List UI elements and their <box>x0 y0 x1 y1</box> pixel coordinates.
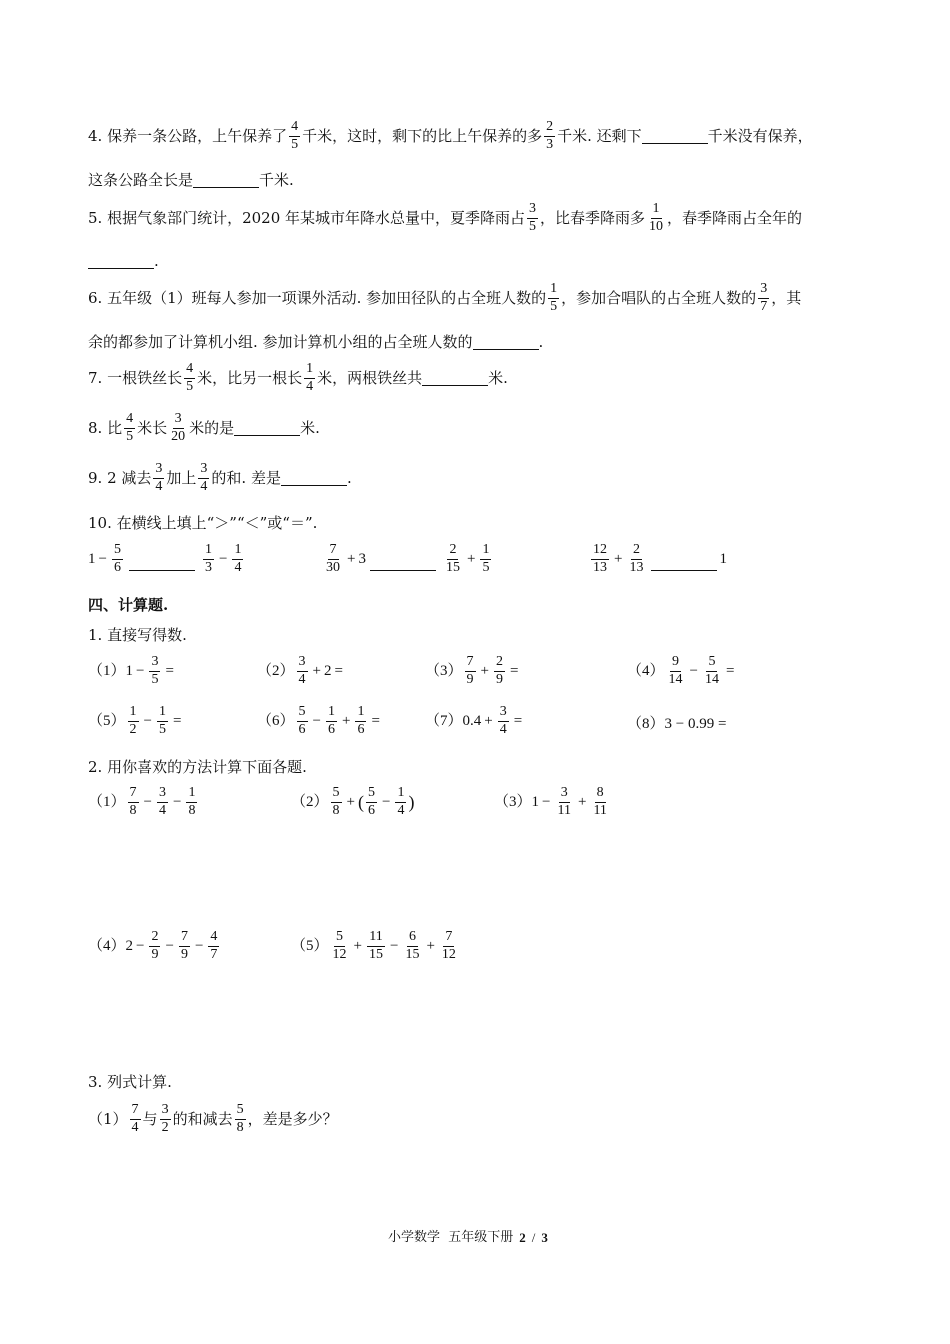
q10-c3-plus: + <box>614 550 623 567</box>
s3-i1-text-b: 的和减去 <box>172 1109 233 1128</box>
s1-i4-fraction-1: $\frac{9}{14}$ <box>668 654 683 687</box>
s1-i1-eq: = <box>165 662 174 679</box>
s2-i4-fraction-2: $\frac{7}{9}$ <box>180 929 188 962</box>
s1-i6-fraction-1: $\frac{5}{6}$ <box>298 704 306 737</box>
s1-i4-fraction-2: $\frac{5}{14}$ <box>704 654 719 687</box>
s3-i1-fraction-1: $\frac{7}{4}$ <box>131 1102 139 1135</box>
q10-compare-2 <box>322 543 493 575</box>
s1-i3-fraction-2: $\frac{2}{9}$ <box>495 654 503 687</box>
s2-i1-fraction-3: $\frac{1}{8}$ <box>188 785 196 818</box>
q5-text-a: 5. 根据气象部门统计，2020 年某城市年降水总量中，夏季降雨占 <box>88 208 526 227</box>
s2-item-3 <box>494 786 611 818</box>
q5-line2 <box>88 254 159 269</box>
q6-text-e: . <box>538 333 544 351</box>
q7-text-c: 米，两根铁丝共 <box>317 368 423 387</box>
s2-i4-op-3: − <box>194 937 204 954</box>
s1-i3-label: （3） <box>425 662 463 679</box>
s2-i4-fraction-3: $\frac{4}{7}$ <box>210 929 218 962</box>
q9-fraction-2: $\frac{3}{4}$ <box>200 461 208 494</box>
s2-i3-op-1: − <box>542 793 551 810</box>
q4-fraction-2: $\frac{2}{3}$ <box>546 119 554 152</box>
q10-c2-plus-2: + <box>466 550 476 567</box>
s1-i4-op: − <box>689 662 698 679</box>
s2-i1-fraction-2: $\frac{3}{4}$ <box>158 785 166 818</box>
footer-separator: / <box>531 1230 536 1245</box>
s2-i2-label: （2） <box>291 793 329 810</box>
s2-i3-fraction-2: $\frac{8}{11}$ <box>593 785 607 818</box>
q9-answer-blank[interactable] <box>281 471 347 486</box>
s1-i5-fraction-2: $\frac{1}{5}$ <box>158 704 166 737</box>
s3-i1-fraction-3: $\frac{5}{8}$ <box>236 1102 244 1135</box>
s2-i4-op-1: − <box>136 937 145 954</box>
q5-text-b: ，比春季降雨多 <box>540 208 646 227</box>
s1-item-7 <box>425 705 525 737</box>
s1-i5-label: （5） <box>88 712 126 729</box>
s2-i3-op-2: + <box>577 793 587 810</box>
q10-c1-number: 1 <box>88 550 96 567</box>
s2-item-4 <box>88 930 221 962</box>
q10-c1-fraction-2: $\frac{1}{3}$ <box>204 542 212 575</box>
s1-item-3 <box>425 655 521 687</box>
s1-title: 1. 直接写得数. <box>88 626 187 644</box>
s2-i1-label: （1） <box>88 793 126 810</box>
s1-i3-op: + <box>480 662 489 679</box>
s3-i1-text-c: ，差是多少？ <box>247 1109 338 1128</box>
s1-i1-label: （1） <box>88 662 126 679</box>
s1-i7-eq: = <box>513 712 523 729</box>
s2-i1-op-2: − <box>172 793 182 810</box>
q8-text-a: 8. 比 <box>88 418 123 437</box>
q10-c1-fraction-1: $\frac{5}{6}$ <box>113 542 121 575</box>
s1-i5-op: − <box>143 712 152 729</box>
s1-i2-label: （2） <box>257 662 295 679</box>
s2-i5-label: （5） <box>291 937 329 954</box>
q7-fraction-1: $\frac{4}{5}$ <box>186 361 194 394</box>
s1-i2-eq: = <box>334 662 343 679</box>
s1-i2-fraction: $\frac{3}{4}$ <box>298 654 306 687</box>
q5-text-c: ，春季降雨占全年的 <box>667 208 803 227</box>
s2-i2-op-2: − <box>381 793 391 810</box>
q4-text-d: 千米没有保养， <box>707 126 813 145</box>
s2-i1-op-1: − <box>143 793 152 810</box>
q10-compare-3 <box>589 543 727 575</box>
q5-answer-blank[interactable] <box>88 254 154 269</box>
s1-i6-op-2: + <box>341 712 351 729</box>
q10-c3-answer-blank[interactable] <box>651 556 717 571</box>
q7-text-d: 米. <box>488 368 508 387</box>
s1-i6-fraction-3: $\frac{1}{6}$ <box>357 704 365 737</box>
s2-i2-right-paren: ) <box>408 792 415 813</box>
s2-item-1 <box>88 786 199 818</box>
s2-item-5 <box>291 930 460 962</box>
q10-compare-1 <box>88 543 245 575</box>
q8-text-b: 米长 <box>137 418 168 437</box>
s1-i3-eq: = <box>509 662 519 679</box>
footer-page-total: 3 <box>541 1230 548 1245</box>
s2-i3-fraction-1: $\frac{3}{11}$ <box>557 785 571 818</box>
s1-i5-fraction-1: $\frac{1}{2}$ <box>129 704 137 737</box>
s1-i3-fraction-1: $\frac{7}{9}$ <box>466 654 474 687</box>
q10-c1-minus: − <box>98 550 107 567</box>
q4-answer-blank-2[interactable] <box>193 173 259 188</box>
q7-fraction-2: $\frac{1}{4}$ <box>306 361 314 394</box>
s1-i6-eq: = <box>371 712 380 729</box>
s1-i4-eq: = <box>725 662 735 679</box>
q6-text-d: 余的都参加了计算机小组. 参加计算机小组的占全班人数的 <box>88 333 473 351</box>
q6-text-b: ，参加合唱队的占全班人数的 <box>561 288 757 307</box>
q5-line1 <box>88 202 802 234</box>
s2-i4-fraction-1: $\frac{2}{9}$ <box>151 929 159 962</box>
q10-c1-answer-blank[interactable] <box>129 556 195 571</box>
q6-text-a: 6. 五年级（1）班每人参加一项课外活动. 参加田径队的占全班人数的 <box>88 288 547 307</box>
s1-i6-fraction-2: $\frac{1}{6}$ <box>327 704 335 737</box>
q10-c3-fraction-1: $\frac{12}{13}$ <box>593 542 607 575</box>
s1-i8-label: （8） <box>627 716 665 732</box>
q7-line <box>88 362 508 394</box>
s2-i5-op-1: + <box>353 937 362 954</box>
q6-fraction-2: $\frac{3}{7}$ <box>760 281 768 314</box>
q10-c1-minus-2: − <box>218 550 228 567</box>
s2-i1-fraction-1: $\frac{7}{8}$ <box>129 785 137 818</box>
s2-i2-left-paren: ( <box>357 792 364 813</box>
page-footer <box>388 1231 548 1244</box>
s1-i8-expression: 3 − 0.99 = <box>664 716 727 732</box>
s2-i3-label: （3） <box>494 793 532 810</box>
q9-line <box>88 462 352 494</box>
q6-line2 <box>88 335 543 350</box>
s2-i2-fraction-1: $\frac{5}{8}$ <box>332 785 340 818</box>
q9-text-a: 9. 2 减去 <box>88 468 152 487</box>
q8-fraction-1: $\frac{4}{5}$ <box>126 411 134 444</box>
q6-line1 <box>88 282 801 314</box>
s1-item-4 <box>627 655 737 687</box>
s1-item-2 <box>257 655 346 687</box>
s1-i5-eq: = <box>172 712 182 729</box>
s2-i2-fraction-2: $\frac{5}{6}$ <box>367 785 375 818</box>
q8-line <box>88 412 320 444</box>
q4-answer-blank-1[interactable] <box>642 129 708 144</box>
q10-c3-number: 1 <box>719 550 727 567</box>
q10-c2-fraction-3: $\frac{1}{5}$ <box>482 542 490 575</box>
s1-i7-number: 0.4 <box>462 712 482 729</box>
s2-i2-op-1: + <box>346 793 355 810</box>
s1-i1-number: 1 <box>125 662 134 679</box>
s2-i2-fraction-3: $\frac{1}{4}$ <box>397 785 405 818</box>
s3-i1-fraction-2: $\frac{3}{2}$ <box>161 1102 169 1135</box>
s1-item-8 <box>627 717 726 732</box>
q9-text-d: . <box>346 468 352 487</box>
s2-i5-fraction-1: $\frac{5}{12}$ <box>332 929 347 962</box>
s1-i1-op: − <box>136 662 145 679</box>
q10-c2-answer-blank[interactable] <box>370 556 436 571</box>
q4-line1 <box>88 120 813 152</box>
q6-fraction-1: $\frac{1}{5}$ <box>550 281 558 314</box>
q10-title: 10. 在横线上填上“＞”“＜”或“＝”. <box>88 514 318 532</box>
q8-text-d: 米. <box>300 418 320 437</box>
q8-answer-blank[interactable] <box>234 421 300 436</box>
q4-text-c: 千米. 还剩下 <box>557 126 642 145</box>
q7-text-b: 米，比另一根长 <box>197 368 303 387</box>
q8-text-c: 米的是 <box>189 418 235 437</box>
q6-answer-blank[interactable] <box>473 335 539 350</box>
q4-fraction-1: $\frac{4}{5}$ <box>291 119 299 152</box>
q4-text-e: 这条公路全长是 <box>88 171 194 189</box>
s3-title: 3. 列式计算. <box>88 1073 172 1091</box>
s2-i5-fraction-3: $\frac{6}{15}$ <box>405 929 420 962</box>
s1-item-6 <box>257 705 383 737</box>
s2-title: 2. 用你喜欢的方法计算下面各题. <box>88 758 307 776</box>
q4-text-f: 千米. <box>259 171 294 189</box>
s2-i5-op-3: + <box>426 937 435 954</box>
s2-i5-fraction-2: $\frac{11}{15}$ <box>368 929 383 962</box>
s1-i7-label: （7） <box>425 712 463 729</box>
s2-i4-number: 2 <box>125 937 134 954</box>
footer-subject: 小学数学 五年级下册 <box>388 1230 514 1245</box>
q4-text-b: 千米，这时，剩下的比上午保养的多 <box>302 126 543 145</box>
s2-i4-label: （4） <box>88 937 126 954</box>
s1-item-5 <box>88 705 184 737</box>
section-heading: 四、计算题. <box>88 596 169 614</box>
s1-i6-label: （6） <box>257 712 295 729</box>
s1-i6-op-1: − <box>312 712 321 729</box>
q4-text-a: 4. 保养一条公路，上午保养了 <box>88 126 288 145</box>
q6-text-c: ，其 <box>771 288 802 307</box>
q5-fraction-1: $\frac{3}{5}$ <box>529 201 537 234</box>
s1-i4-label: （4） <box>627 662 665 679</box>
s1-i2-number: 2 <box>323 662 332 679</box>
q10-c2-plus: + <box>347 550 356 567</box>
q9-fraction-1: $\frac{3}{4}$ <box>155 461 163 494</box>
q9-text-b: 加上 <box>166 468 197 487</box>
q10-c2-number: 3 <box>358 550 366 567</box>
q7-text-a: 7. 一根铁丝长 <box>88 368 183 387</box>
q9-text-c: 的和. 差是 <box>211 468 281 487</box>
q5-text-d: . <box>154 252 159 270</box>
q10-c1-fraction-3: $\frac{1}{4}$ <box>234 542 242 575</box>
s1-i7-op: + <box>484 712 493 729</box>
s2-i4-op-2: − <box>165 937 174 954</box>
q10-c2-fraction-1: $\frac{7}{30}$ <box>326 542 340 575</box>
q5-fraction-2: $\frac{1}{10}$ <box>649 201 664 234</box>
q8-fraction-2: $\frac{3}{20}$ <box>171 411 186 444</box>
q10-c2-fraction-2: $\frac{2}{15}$ <box>445 542 460 575</box>
s2-i5-op-2: − <box>389 937 399 954</box>
s1-item-1 <box>88 655 177 687</box>
s2-i3-number: 1 <box>531 793 540 810</box>
s3-item-1 <box>88 1103 338 1135</box>
q7-answer-blank[interactable] <box>422 371 488 386</box>
s3-i1-text-a: 与 <box>142 1109 158 1128</box>
q10-c3-fraction-2: $\frac{2}{13}$ <box>629 542 644 575</box>
s1-i1-fraction: $\frac{3}{5}$ <box>151 654 159 687</box>
s1-i7-fraction: $\frac{3}{4}$ <box>499 704 507 737</box>
s1-i2-op: + <box>312 662 321 679</box>
s2-i5-fraction-4: $\frac{7}{12}$ <box>441 929 456 962</box>
s2-item-2 <box>291 786 414 818</box>
q4-line2 <box>88 173 294 188</box>
s3-i1-label: （1） <box>88 1109 128 1128</box>
footer-page-number: 2 <box>519 1230 526 1245</box>
